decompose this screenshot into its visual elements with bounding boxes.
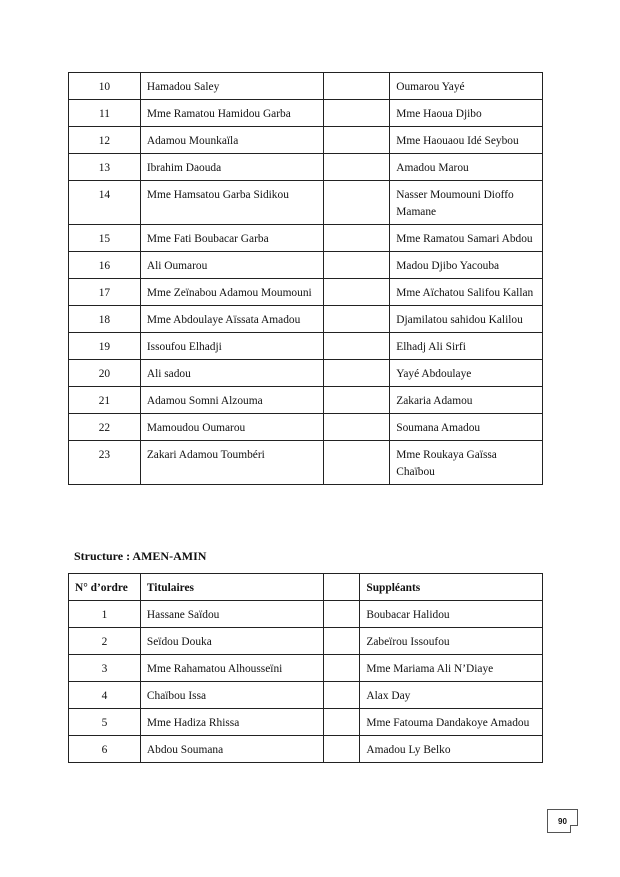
spacer-cell — [324, 414, 390, 441]
spacer-cell — [324, 100, 390, 127]
table-row — [69, 100, 543, 127]
titulaire-cell: Mme Zeïnabou Adamou Moumouni — [140, 279, 324, 306]
table-row — [69, 181, 543, 225]
spacer-cell — [324, 709, 360, 736]
table-row — [69, 127, 543, 154]
suppleant-cell: Nasser Moumouni Dioffo Mamane — [390, 181, 543, 225]
page-number: 90 — [547, 809, 578, 833]
spacer-cell — [324, 333, 390, 360]
order-number-cell: 6 — [69, 736, 141, 763]
order-number-cell: 11 — [69, 100, 141, 127]
spacer-cell — [324, 73, 390, 100]
spacer-cell — [324, 601, 360, 628]
suppleant-cell: Elhadj Ali Sirfi — [390, 333, 543, 360]
table-row — [69, 73, 543, 100]
table-row — [69, 360, 543, 387]
order-number-cell: 18 — [69, 306, 141, 333]
titulaire-cell: Mme Fati Boubacar Garba — [140, 225, 324, 252]
table-row — [69, 736, 543, 763]
spacer-cell — [324, 736, 360, 763]
suppleant-cell: Mme Haoua Djibo — [390, 100, 543, 127]
members-table-continued — [68, 72, 543, 485]
table-row — [69, 225, 543, 252]
order-number-cell: 23 — [69, 441, 141, 485]
titulaire-cell: Mme Ramatou Hamidou Garba — [140, 100, 324, 127]
titulaire-cell: Chaïbou Issa — [140, 682, 324, 709]
table-row — [69, 709, 543, 736]
table-row — [69, 154, 543, 181]
titulaire-cell: Mme Rahamatou Alhousseïni — [140, 655, 324, 682]
order-number-cell: 13 — [69, 154, 141, 181]
suppleant-cell: Djamilatou sahidou Kalilou — [390, 306, 543, 333]
suppleant-cell: Alax Day — [360, 682, 543, 709]
titulaire-cell: Hamadou Saley — [140, 73, 324, 100]
titulaire-cell: Ali sadou — [140, 360, 324, 387]
header-suppleants: Suppléants — [360, 574, 543, 601]
order-number-cell: 5 — [69, 709, 141, 736]
order-number-cell: 16 — [69, 252, 141, 279]
suppleant-cell: Boubacar Halidou — [360, 601, 543, 628]
table-row — [69, 252, 543, 279]
header-titulaires: Titulaires — [140, 574, 324, 601]
table-row — [69, 387, 543, 414]
spacer-cell — [324, 387, 390, 414]
suppleant-cell: Mme Roukaya Gaïssa Chaïbou — [390, 441, 543, 485]
titulaire-cell: Abdou Soumana — [140, 736, 324, 763]
order-number-cell: 1 — [69, 601, 141, 628]
order-number-cell: 20 — [69, 360, 141, 387]
titulaire-cell: Hassane Saïdou — [140, 601, 324, 628]
table-row — [69, 601, 543, 628]
order-number-cell: 19 — [69, 333, 141, 360]
suppleant-cell: Zakaria Adamou — [390, 387, 543, 414]
spacer-cell — [324, 441, 390, 485]
spacer-cell — [324, 279, 390, 306]
order-number-cell: 17 — [69, 279, 141, 306]
order-number-cell: 15 — [69, 225, 141, 252]
spacer-cell — [324, 127, 390, 154]
order-number-cell: 2 — [69, 628, 141, 655]
spacer-cell — [324, 655, 360, 682]
titulaire-cell: Adamou Somni Alzouma — [140, 387, 324, 414]
order-number-cell: 3 — [69, 655, 141, 682]
titulaire-cell: Mme Abdoulaye Aïssata Amadou — [140, 306, 324, 333]
table-row — [69, 682, 543, 709]
table-row — [69, 414, 543, 441]
suppleant-cell: Mme Ramatou Samari Abdou — [390, 225, 543, 252]
suppleant-cell: Mme Mariama Ali N’Diaye — [360, 655, 543, 682]
table-header-row — [69, 574, 543, 601]
structure-heading: Structure : AMEN-AMIN — [74, 549, 207, 563]
spacer-cell — [324, 306, 390, 333]
table-row — [69, 279, 543, 306]
titulaire-cell: Seïdou Douka — [140, 628, 324, 655]
header-num: N° d’ordre — [69, 574, 141, 601]
titulaire-cell: Mamoudou Oumarou — [140, 414, 324, 441]
table-row — [69, 441, 543, 485]
suppleant-cell: Oumarou Yayé — [390, 73, 543, 100]
titulaire-cell: Ali Oumarou — [140, 252, 324, 279]
order-number-cell: 4 — [69, 682, 141, 709]
suppleant-cell: Yayé Abdoulaye — [390, 360, 543, 387]
suppleant-cell: Zabeïrou Issoufou — [360, 628, 543, 655]
table-row — [69, 655, 543, 682]
table-row — [69, 628, 543, 655]
order-number-cell: 22 — [69, 414, 141, 441]
spacer-cell — [324, 682, 360, 709]
spacer-cell — [324, 225, 390, 252]
spacer-cell — [324, 360, 390, 387]
table-row — [69, 306, 543, 333]
order-number-cell: 21 — [69, 387, 141, 414]
titulaire-cell: Adamou Mounkaïla — [140, 127, 324, 154]
titulaire-cell: Mme Hadiza Rhissa — [140, 709, 324, 736]
spacer-cell — [324, 181, 390, 225]
spacer-cell — [324, 154, 390, 181]
titulaire-cell: Ibrahim Daouda — [140, 154, 324, 181]
order-number-cell: 10 — [69, 73, 141, 100]
titulaire-cell: Issoufou Elhadji — [140, 333, 324, 360]
header-spacer — [324, 574, 360, 601]
order-number-cell: 14 — [69, 181, 141, 225]
amen-amin-table — [68, 573, 543, 763]
suppleant-cell: Amadou Ly Belko — [360, 736, 543, 763]
suppleant-cell: Madou Djibo Yacouba — [390, 252, 543, 279]
spacer-cell — [324, 252, 390, 279]
suppleant-cell: Amadou Marou — [390, 154, 543, 181]
suppleant-cell: Mme Aïchatou Salifou Kallan — [390, 279, 543, 306]
spacer-cell — [324, 628, 360, 655]
titulaire-cell: Zakari Adamou Toumbéri — [140, 441, 324, 485]
suppleant-cell: Soumana Amadou — [390, 414, 543, 441]
suppleant-cell: Mme Fatouma Dandakoye Amadou — [360, 709, 543, 736]
titulaire-cell: Mme Hamsatou Garba Sidikou — [140, 181, 324, 225]
table-row — [69, 333, 543, 360]
suppleant-cell: Mme Haouaou Idé Seybou — [390, 127, 543, 154]
order-number-cell: 12 — [69, 127, 141, 154]
